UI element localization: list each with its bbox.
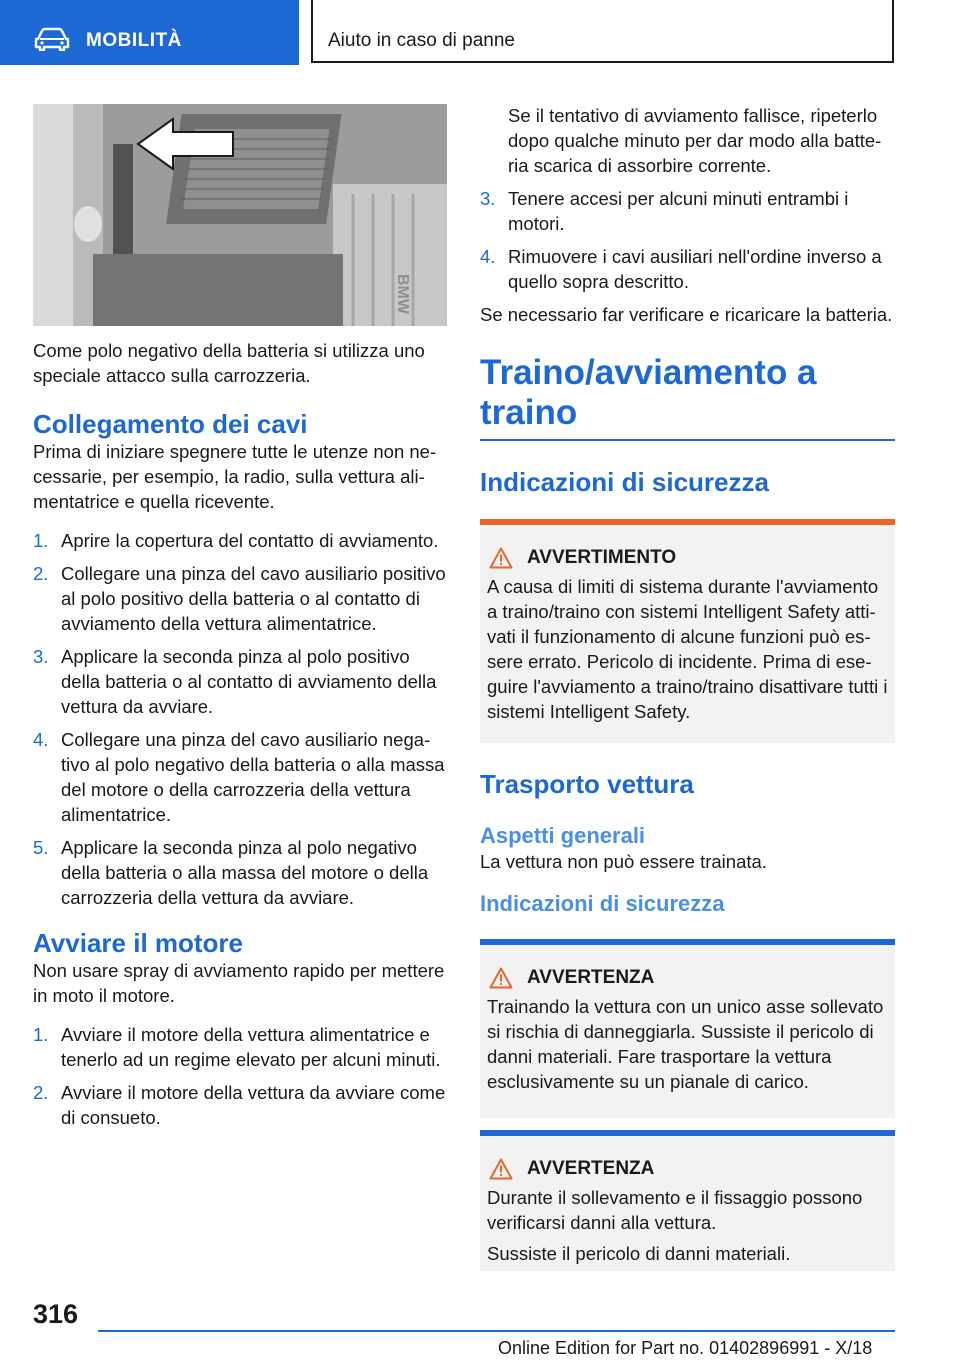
after-steps-text: Se necessario far verificare e ricaricare la batteria.	[480, 304, 893, 325]
safety-heading-2: Indicazioni di sicurezza	[480, 891, 725, 916]
list-item: 2. Collegare una pinza del cavo ausiliario positivo al polo positivo della batteria o al contatto di avviamento della vettura alimentatrice.	[33, 563, 446, 634]
section-title: MOBILITÀ	[86, 30, 182, 51]
start-steps	[33, 1022, 447, 1130]
list-item: 5. Applicare la seconda pinza al polo negativo della batteria o alla massa del motore o della carrozzeria della vettura da avviare.	[33, 837, 429, 908]
warning-triangle-icon	[489, 967, 513, 989]
start-heading: Avviare il motore	[33, 928, 244, 958]
warning-label: AVVERTIMENTO	[527, 547, 677, 568]
edition-text: Online Edition for Part no. 01402896991 - X/18	[498, 1338, 873, 1358]
cables-heading: Collegamento dei cavi	[33, 409, 308, 439]
chapter-title: Aiuto in caso di panne	[328, 30, 515, 51]
warning-box	[480, 519, 895, 743]
cables-intro: Prima di iniziare spegnere tutte le utenze non necessarie, per esempio, la radio, sulla vettura alimentatrice e quella ricevente.	[33, 441, 437, 512]
heading-rule	[480, 439, 895, 441]
caution-text-2a: Durante il sollevamento e il fissaggio possono verificarsi danni alla vettura.	[487, 1187, 863, 1233]
page-number: 316	[33, 1299, 79, 1329]
caution-text: Trainando la vettura con un unico asse sollevato si rischia di danneggiarla. Sussiste il pericolo di danni materiali. Fare trasportare la vettura esclusivamente su un pianale di carico.	[487, 996, 884, 1092]
transport-heading: Trasporto vettura	[480, 769, 694, 799]
continued-text: Se il tentativo di avviamento fallisce, ripeterlo dopo qualche minuto per dar modo alla batteria scarica di assorbire corrente.	[508, 105, 882, 176]
caution-text-2b: Sussiste il pericolo di danni materiali.	[487, 1243, 791, 1264]
warning-text: A causa di limiti di sistema durante l'avviamento a traino/traino con sistemi Intelligent Safety attivati il funzionamento di alcune funzioni può essere errato. Pericolo di incidente. Prima di eseguire l'avviamento a traino/traino disattivare tutti i sistemi Intelligent Safety.	[487, 576, 888, 722]
caution-label: AVVERTENZA	[527, 967, 655, 988]
towing-heading: Traino/avviamento a traino	[480, 353, 817, 432]
caution-title	[489, 965, 888, 990]
right-column	[480, 103, 895, 1271]
caution-label-2: AVVERTENZA	[527, 1158, 655, 1179]
list-item: 1. Avviare il motore della vettura alimentatrice e tenerlo ad un regime elevato per alcuni minuti.	[33, 1024, 441, 1070]
warning-triangle-icon	[489, 1158, 513, 1180]
list-item: 3. Applicare la seconda pinza al polo positivo della batteria o al contatto di avviamento della vettura da avviare.	[33, 646, 437, 717]
list-item: 1. Aprire la copertura del contatto di avviamento.	[33, 530, 439, 551]
general-text: La vettura non può essere trainata.	[480, 851, 767, 872]
list-item: 3. Tenere accesi per alcuni minuti entrambi i motori.	[480, 188, 849, 234]
right-steps	[480, 186, 895, 294]
caution-box	[480, 939, 895, 1118]
section-tab	[0, 0, 299, 65]
engine-bay-photo	[33, 104, 447, 326]
list-item: 4. Collegare una pinza del cavo ausiliario negativo al polo negativo della batteria o alla massa del motore o della carrozzeria della vettura alimentatrice.	[33, 729, 445, 825]
car-icon	[34, 27, 70, 51]
caution-title-2	[489, 1156, 888, 1181]
start-intro: Non usare spray di avviamento rapido per mettere in moto il motore.	[33, 960, 445, 1006]
photo-caption: Come polo negativo della batteria si utilizza uno speciale attacco sulla carrozzeria.	[33, 340, 425, 386]
footer-rule	[98, 1330, 895, 1332]
safety-heading: Indicazioni di sicurezza	[480, 467, 769, 497]
cables-steps	[33, 528, 447, 910]
caution-box-2	[480, 1130, 895, 1271]
chapter-header	[311, 0, 894, 63]
list-item: 4. Rimuovere i cavi ausiliari nell'ordine inverso a quello sopra descritto.	[480, 246, 882, 292]
left-column	[33, 338, 447, 1130]
list-item: 2. Avviare il motore della vettura da avviare come di consueto.	[33, 1082, 446, 1128]
warning-triangle-icon	[489, 547, 513, 569]
bmw-label: BMW	[394, 274, 411, 314]
general-heading: Aspetti generali	[480, 823, 646, 848]
warning-title	[489, 545, 888, 570]
